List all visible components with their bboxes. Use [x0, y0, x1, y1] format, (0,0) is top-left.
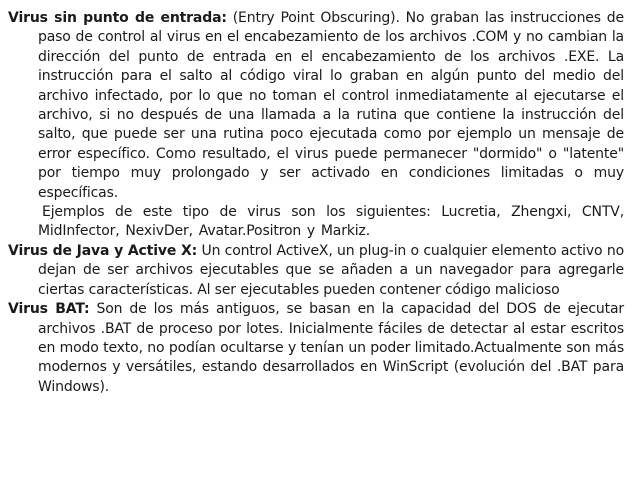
examples-paragraph: Ejemplos de este tipo de virus son los siguientes: Lucretia, Zhengxi, CNTV, MidInfector, NexivDer, Avatar.Positron y Markiz.: [38, 204, 624, 240]
entry-text: Un control ActiveX, un plug-in o cualquier elemento activo no dejan de ser archivos ejecutables que se añaden a un navegador para agregarle ciertas características. Al ser ejecutables pueden contener código malicioso: [38, 242, 624, 298]
entry-text: Son de los más antiguos, se basan en la capacidad del DOS de ejecutar archivos .BAT de proceso por lotes. Inicialmente fáciles de detectar al estar escritos en modo texto, no podían ocultarse y tenían un poder limitado.Actualmente son más modernos y versátiles, estando desarrollados en WinScript (evolución del .BAT para Windows).: [38, 301, 624, 395]
entry-entry-point-obscuring: [8, 9, 624, 203]
slide-body: [8, 9, 624, 397]
entry-term: Virus de Java y Active X:: [8, 242, 198, 259]
entry-term: Virus BAT:: [8, 301, 90, 318]
entry-bat: [8, 300, 624, 397]
entry-java-activex: [8, 242, 624, 300]
entry-term: Virus sin punto de entrada:: [8, 10, 227, 26]
entry-text: (Entry Point Obscuring). No graban las instrucciones de paso de control al virus en el encabezamiento de los archivos .COM y no cambian la dirección del punto de entrada en el encabezamiento de los archivos .EXE. La instrucción para el salto al código viral lo graban en algún punto del medio del archivo infectado, por lo que no toman el control inmediatamente al ejecutarse el archivo, si no después de una llamada a la rutina que contiene la instrucción del salto, que puede ser una rutina poco ejecutada como por ejemplo un mensaje de error específico. Como resultado, el virus puede permanecer "dormido" o "latente" por tiempo muy prolongado y ser activado en condiciones limitadas o muy específicas.: [38, 10, 624, 201]
